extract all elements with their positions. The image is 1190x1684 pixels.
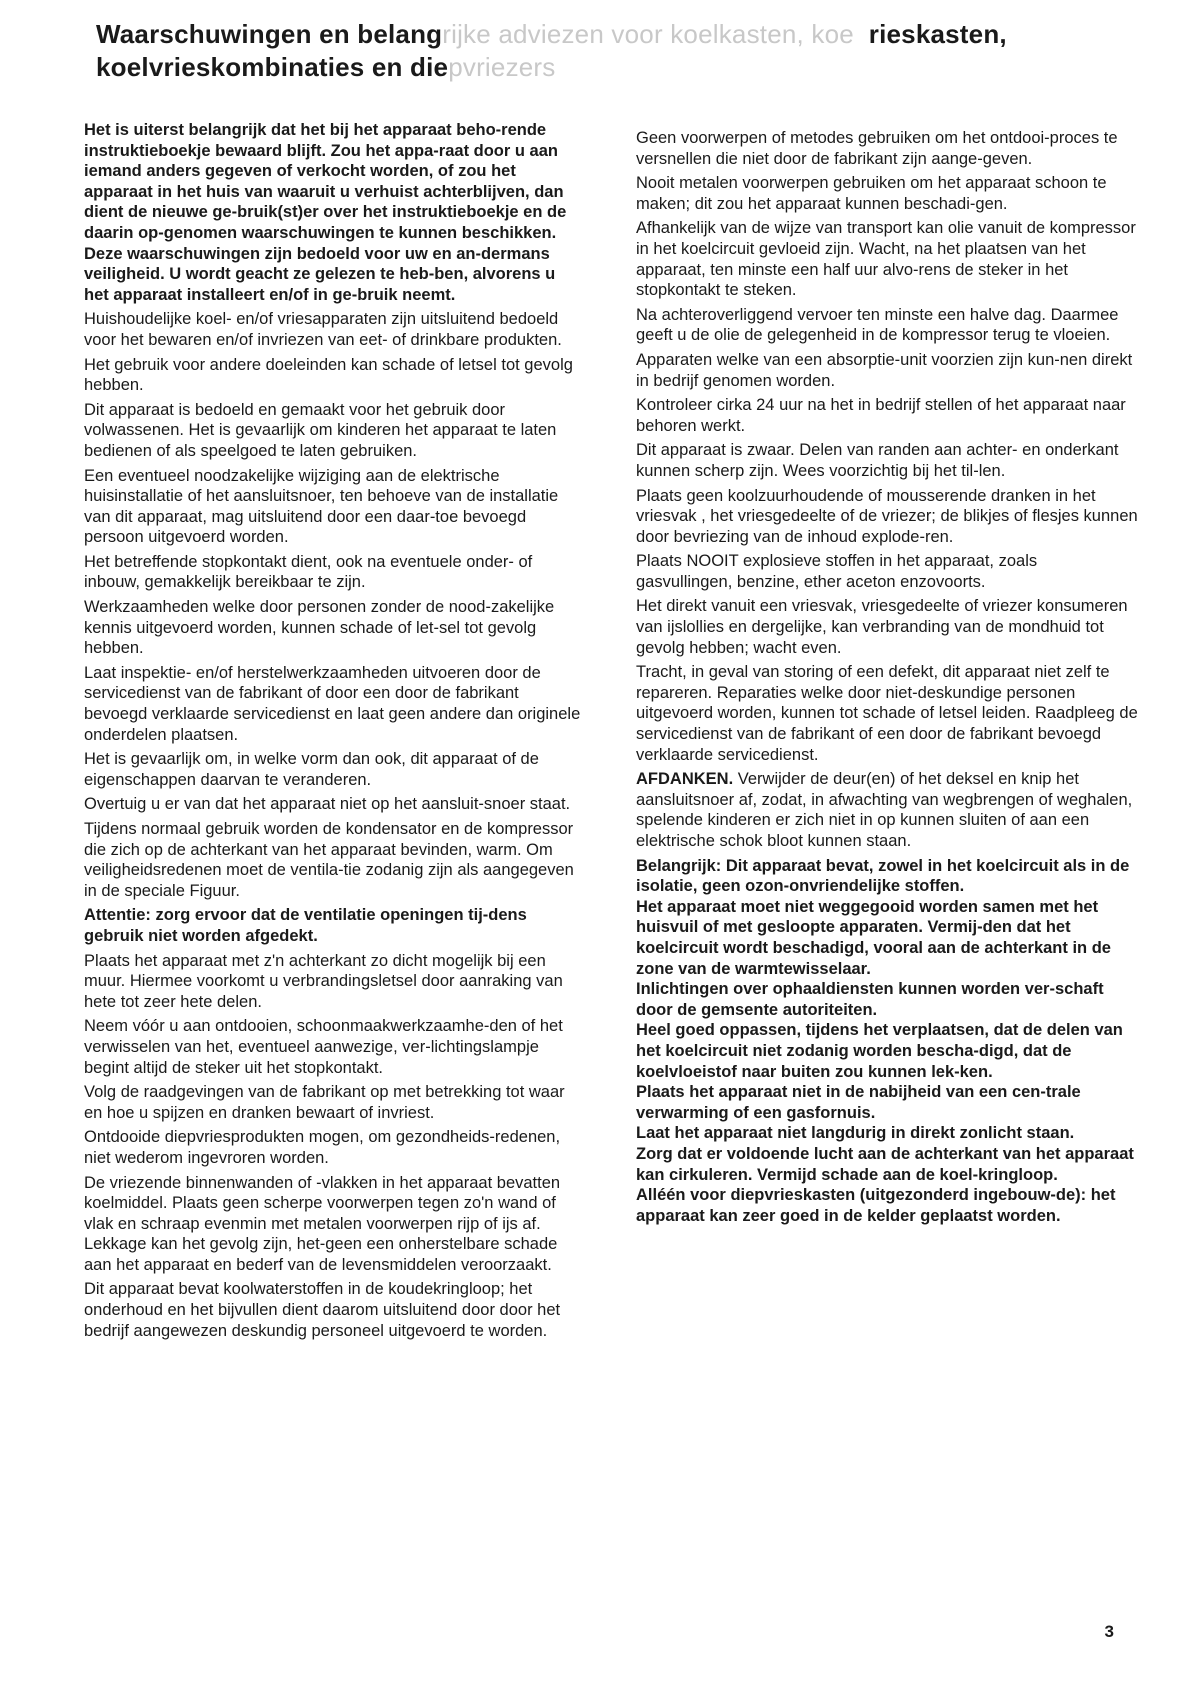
paragraph (636, 218, 1138, 300)
paragraph-text: Geen voorwerpen of metodes gebruiken om het ontdooi-proces te versnellen die niet door de fabrikant zijn aange-geven. (636, 129, 1118, 168)
paragraph (636, 305, 1138, 346)
title-line-1 (96, 18, 1096, 51)
paragraph (636, 596, 1138, 658)
paragraph (84, 244, 584, 306)
paragraph-text: Het direkt vanuit een vriesvak, vriesgedeelte of vriezer konsumeren van ijslollies en dergelijke, kan verbranding van de mondhuid tot gevolg hebben; wacht even. (636, 597, 1128, 657)
paragraph-text: Plaats het apparaat niet in de nabijheid van een cen-trale verwarming of een gasfornuis. (636, 1083, 1081, 1122)
paragraph-text: Dit apparaat bevat koolwaterstoffen in de koudekringloop; het onderhoud en het bijvullen dient daarom uitsluitend door door het bedrijf aangewezen deskundig personeel uitgevoerd te worden. (84, 1280, 561, 1340)
paragraph (636, 173, 1138, 214)
paragraph (84, 819, 584, 901)
paragraph (636, 1082, 1138, 1123)
paragraph-text: Plaats NOOIT explosieve stoffen in het apparaat, zoals gasvullingen, benzine, ether aceton enzovoorts. (636, 552, 1038, 591)
paragraph (84, 1127, 584, 1168)
paragraph-text: Heel goed oppassen, tijdens het verplaatsen, dat de delen van het koelcircuit niet zodanig worden bescha-digd, dat de koelvloeistof naar buiten zou kunnen lek-ken. (636, 1021, 1123, 1081)
paragraph-text: Laat het apparaat niet langdurig in direkt zonlicht staan. (636, 1124, 1075, 1143)
paragraph-text: Werkzaamheden welke door personen zonder de nood-zakelijke kennis uitgevoerd worden, kunnen schade of let-sel tot gevolg hebben. (84, 598, 555, 658)
paragraph-text: Alléén voor diepvrieskasten (uitgezonderd ingebouw-de): het apparaat kan zeer goed in de kelder geplaatst worden. (636, 1186, 1116, 1225)
paragraph-text: Zorg dat er voldoende lucht aan de achterkant van het apparaat kan cirkuleren. Vermijd schade aan de koel-kringloop. (636, 1144, 1134, 1184)
paragraph-text: Attentie: zorg ervoor dat de ventilatie openingen tij-dens gebruik niet worden afgedekt. (84, 906, 527, 945)
paragraph (84, 120, 584, 244)
paragraph-text: Na achteroverliggend vervoer ten minste een halve dag. Daarmee geeft u de olie de gelegenheid in de kompressor terug te vloeien. (636, 305, 1119, 345)
paragraph (84, 1173, 584, 1276)
paragraph (636, 1020, 1138, 1082)
paragraph (636, 1144, 1138, 1185)
right-column (636, 128, 1138, 1230)
paragraph-text: Plaats geen koolzuurhoudende of mousserende dranken in het vriesvak , het vriesgedeelte of de vriezer; de blikjes of flesjes kunnen door bevriezing van de inhoud explode-ren. (636, 486, 1138, 546)
paragraph-text: Afhankelijk van de wijze van transport kan olie vanuit de kompressor in het koelcircuit gevloeid zijn. Wacht, na het plaatsen van het apparaat, ten minste een half uur alvo-rens de steker in het stopkontakt te steken. (636, 219, 1136, 300)
paragraph-text: Tracht, in geval van storing of een defekt, dit apparaat niet zelf te repareren. Reparaties welke door niet-deskundige personen uitgevoerd worden, kunnen tot schade of letsel leiden. Raadpleeg de servicedienst van de fabrikant of een door de fabrikant bevoegd verklaarde servicedienst. (636, 663, 1138, 764)
paragraph-text: Belangrijk: Dit apparaat bevat, zowel in het koelcircuit als in de isolatie, geen ozon-onvriendelijke stoffen. (636, 856, 1130, 896)
paragraph (636, 440, 1138, 481)
paragraph (636, 979, 1138, 1020)
paragraph-text: Ontdooide diepvriesprodukten mogen, om gezondheids-redenen, niet wederom ingevroren worden. (84, 1128, 561, 1167)
paragraph-text: Apparaten welke van een absorptie-unit voorzien zijn kun-nen direkt in bedrijf genomen worden. (636, 350, 1133, 390)
paragraph (636, 1185, 1138, 1226)
paragraph (636, 128, 1138, 169)
paragraph (84, 400, 584, 462)
title-line-2 (96, 51, 1096, 84)
paragraph (84, 794, 584, 815)
paragraph-text: Het is uiterst belangrijk dat het bij het apparaat beho-rende instruktieboekje bewaard blijft. Zou het appa-raat door u aan iemand anders gegeven of verkocht worden, of zou het apparaat in het huis van waaruit u verhuist achterblijven, dan dient de nieuwe ge-bruik(st)er over het instruktieboekje en de daarin op-genomen waarschuwingen te kunnen beschikken. (84, 121, 567, 242)
paragraph (636, 350, 1138, 391)
paragraph-text: Tijdens normaal gebruik worden de kondensator en de kompressor die zich op de achterkant van het apparaat bevinden, warm. Om veiligheidsredenen moet de ventila-tie zodanig zijn als aangegeven in de speciale Figuur. (84, 820, 574, 900)
paragraph-text: Overtuig u er van dat het apparaat niet op het aansluit-snoer staat. (84, 795, 571, 814)
paragraph (84, 905, 584, 946)
paragraph (636, 769, 1138, 851)
paragraph (636, 856, 1138, 897)
paragraph-text: Verwijder de deur(en) of het deksel en knip het aansluitsnoer af, zodat, in afwachting van wegbrengen of weghalen, spelende kinderen er zich niet in op kunnen sluiten of aan een elektrische schok bloot kunnen staan. (636, 770, 1133, 850)
paragraph (636, 662, 1138, 765)
paragraph-text: Dit apparaat is zwaar. Delen van randen aan achter- en onderkant kunnen scherp zijn. Wees voorzichtig bij het til-len. (636, 441, 1119, 480)
paragraph (84, 1082, 584, 1123)
paragraph-text: Volg de raadgevingen van de fabrikant op met betrekking tot waar en hoe u spijzen en dranken bewaart of invriest. (84, 1083, 565, 1122)
paragraph-text: Het is gevaarlijk om, in welke vorm dan ook, dit apparaat of de eigenschappen daarvan te veranderen. (84, 750, 539, 789)
paragraph-text: Neem vóór u aan ontdooien, schoonmaakwerkzaamhe-den of het verwisselen van het, eventueel aanwezige, ver-lichtingslampje begint altijd de steker uit het stopkontakt. (84, 1017, 563, 1077)
paragraph-lead: AFDANKEN. (636, 770, 734, 789)
paragraph (636, 395, 1138, 436)
paragraph (84, 1016, 584, 1078)
paragraph-text: Huishoudelijke koel- en/of vriesapparaten zijn uitsluitend bedoeld voor het bewaren en/of invriezen van eet- of drinkbare produkten. (84, 310, 562, 349)
title-text-faded: rijke adviezen voor koelkasten, koe (442, 19, 854, 49)
paragraph (84, 355, 584, 396)
paragraph (636, 1123, 1138, 1144)
page-title (96, 18, 1096, 84)
paragraph-text: Het betreffende stopkontakt dient, ook na eventuele onder- of inbouw, gemakkelijk bereikbaar te zijn. (84, 552, 533, 592)
paragraph-text: Kontroleer cirka 24 uur na het in bedrijf stellen of het apparaat naar behoren werkt. (636, 396, 1126, 435)
paragraph-text: Dit apparaat is bedoeld en gemaakt voor het gebruik door volwassenen. Het is gevaarlijk om kinderen het apparaat te laten bedienen of als speelgoed te laten gebruiken. (84, 400, 557, 460)
title-text: koelvrieskombinaties en die (96, 52, 449, 82)
paragraph (84, 951, 584, 1013)
paragraph (84, 552, 584, 593)
paragraph (636, 897, 1138, 979)
paragraph-text: Het apparaat moet niet weggegooid worden samen met het huisvuil of met gesloopte apparaten. Vermij-den dat het koelcircuit wordt beschadigd, vooral aan de achterkant in de zone van de warmtewisselaar. (636, 897, 1111, 978)
paragraph (84, 309, 584, 350)
paragraph (84, 597, 584, 659)
title-text-faded: pvriezers (448, 52, 556, 82)
paragraph-text: Laat inspektie- en/of herstelwerkzaamheden uitvoeren door de servicedienst van de fabrikant of door een door de fabrikant bevoegd verklaarde servicedienst en laat geen andere dan originele onderdelen plaatsen. (84, 663, 581, 744)
paragraph (636, 486, 1138, 548)
title-text: Waarschuwingen en belang (96, 19, 443, 49)
paragraph-text: Het gebruik voor andere doeleinden kan schade of letsel tot gevolg hebben. (84, 355, 573, 395)
paragraph-text: Plaats het apparaat met z'n achterkant zo dicht mogelijk bij een muur. Hiermee voorkomt u verbrandingsletsel door aanraking van hete tot zeer hete delen. (84, 951, 563, 1011)
page-number: 3 (1104, 1622, 1114, 1641)
left-column (84, 120, 584, 1345)
paragraph-text: De vriezende binnenwanden of -vlakken in het apparaat bevatten koelmiddel. Plaats geen scherpe voorwerpen tegen zo'n wand of vlak en schraap evenmin met metalen voorwerpen rijp of ijs af. Lekkage kan het gevolg zijn, het-geen een onherstelbare schade aan het apparaat en bederf van de levensmiddelen veroorzaakt. (84, 1173, 561, 1274)
title-text: rieskasten, (868, 19, 1007, 49)
paragraph-text: Een eventueel noodzakelijke wijziging aan de elektrische huisinstallatie of het aansluitsnoer, ten behoeve van de installatie van dit apparaat, mag uitsluitend door een daar-toe bevoegd persoon uitgevoerd worden. (84, 466, 559, 547)
paragraph (84, 466, 584, 548)
paragraph-text: Inlichtingen over ophaaldiensten kunnen worden ver-schaft door de gemsente autoriteiten. (636, 980, 1104, 1019)
paragraph (84, 1279, 584, 1341)
paragraph-text: Nooit metalen voorwerpen gebruiken om het apparaat schoon te maken; dit zou het apparaat kunnen beschadi-gen. (636, 174, 1107, 213)
paragraph (84, 749, 584, 790)
paragraph (636, 551, 1138, 592)
paragraph (84, 663, 584, 745)
paragraph-text: Deze waarschuwingen zijn bedoeld voor uw en an-dermans veiligheid. U wordt geacht ze gelezen te heb-ben, alvorens u het apparaat installeert en/of in ge-bruik neemt. (84, 244, 556, 304)
